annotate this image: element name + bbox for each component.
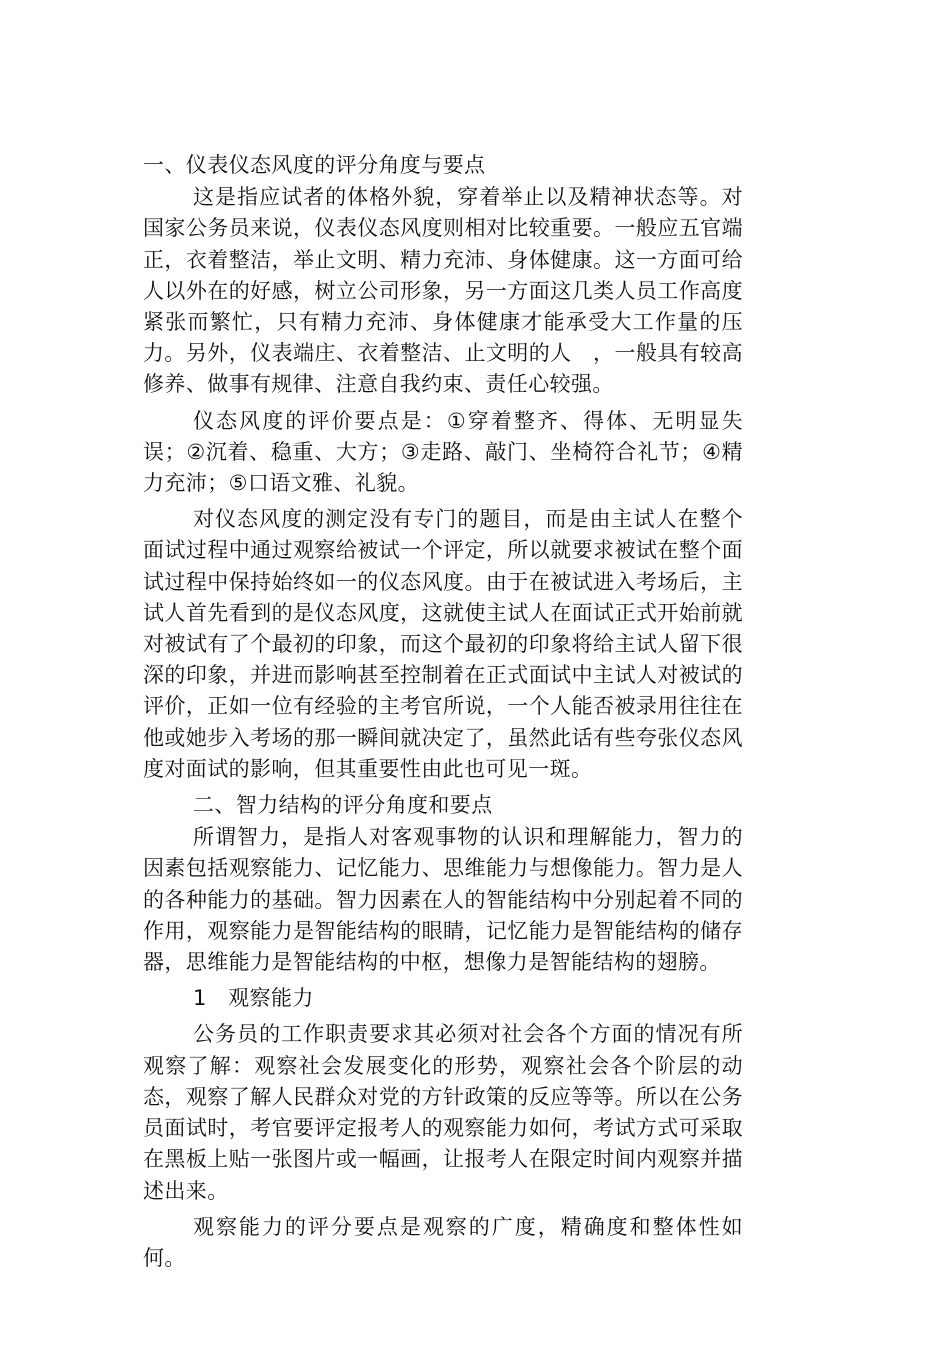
document-body <box>143 150 743 1279</box>
paragraph-observation-description: 公务员的工作职责要求其必须对社会各个方面的情况有所观察了解：观察社会发展变化的形势，观察社会各个阶层的动态，观察了解人民群众对党的方针政策的反应等等。所以在公务员面试时，考官要评定报考人的观察能力如何，考试方式可采取在黑板上贴一张图片或一幅画，让报考人在限定时间内观察并描述出来。 <box>143 1022 743 1203</box>
paragraph-appearance-criteria: 仪态风度的评价要点是：①穿着整齐、得体、无明显失误；②沉着、稳重、大方；③走路、敲门、坐椅符合礼节；④精力充沛；⑤口语文雅、礼貌。 <box>143 408 743 496</box>
paragraph-intelligence-definition: 所谓智力，是指人对客观事物的认识和理解能力，智力的因素包括观察能力、记忆能力、思维能力与想像能力。智力是人的各种能力的基础。智力因素在人的智能结构中分别起着不同的作用，观察能力是智能结构的眼睛，记忆能力是智能结构的储存器，思维能力是智能结构的中枢，想像力是智能结构的翅膀。 <box>143 825 743 975</box>
paragraph-appearance-assessment: 对仪态风度的测定没有专门的题目，而是由主试人在整个面试过程中通过观察给被试一个评定，所以就要求被试在整个面试过程中保持始终如一的仪态风度。由于在被试进入考场后，主试人首先看到的是仪态风度，这就使主试人在面试正式开始前就对被试有了个最初的印象，而这个最初的印象将给主试人留下很深的印象，并进而影响甚至控制着在正式面试中主试人对被试的评价，正如一位有经验的主考官所说，一个人能否被录用往往在他或她步入考场的那一瞬间就决定了，虽然此话有些夸张仪态风度对面试的影响，但其重要性由此也可见一斑。 <box>143 507 743 781</box>
paragraph-observation-criteria: 观察能力的评分要点是观察的广度，精确度和整体性如何。 <box>143 1214 743 1270</box>
section-heading-intelligence: 二、智力结构的评分角度和要点 <box>193 793 493 818</box>
paragraph-appearance-definition: 这是指应试者的体格外貌，穿着举止以及精神状态等。对国家公务员来说，仪表仪态风度则相对比较重要。一般应五官端正，衣着整洁，举止文明、精力充沛、身体健康。这一方面可给人以外在的好感，树立公司形象，另一方面这几类人员工作高度紧张而繁忙，只有精力充沛、身体健康才能承受大工作量的压力。另外，仪表端庄、衣着整洁、止文明的人 ，一般具有较高修养、做事有规律、注意自我约束、责任心较强。 <box>143 185 743 397</box>
subheading-observation-ability: 1 观察能力 <box>193 986 314 1011</box>
section-heading-appearance: 一、仪表仪态风度的评分角度与要点 <box>143 153 486 177</box>
